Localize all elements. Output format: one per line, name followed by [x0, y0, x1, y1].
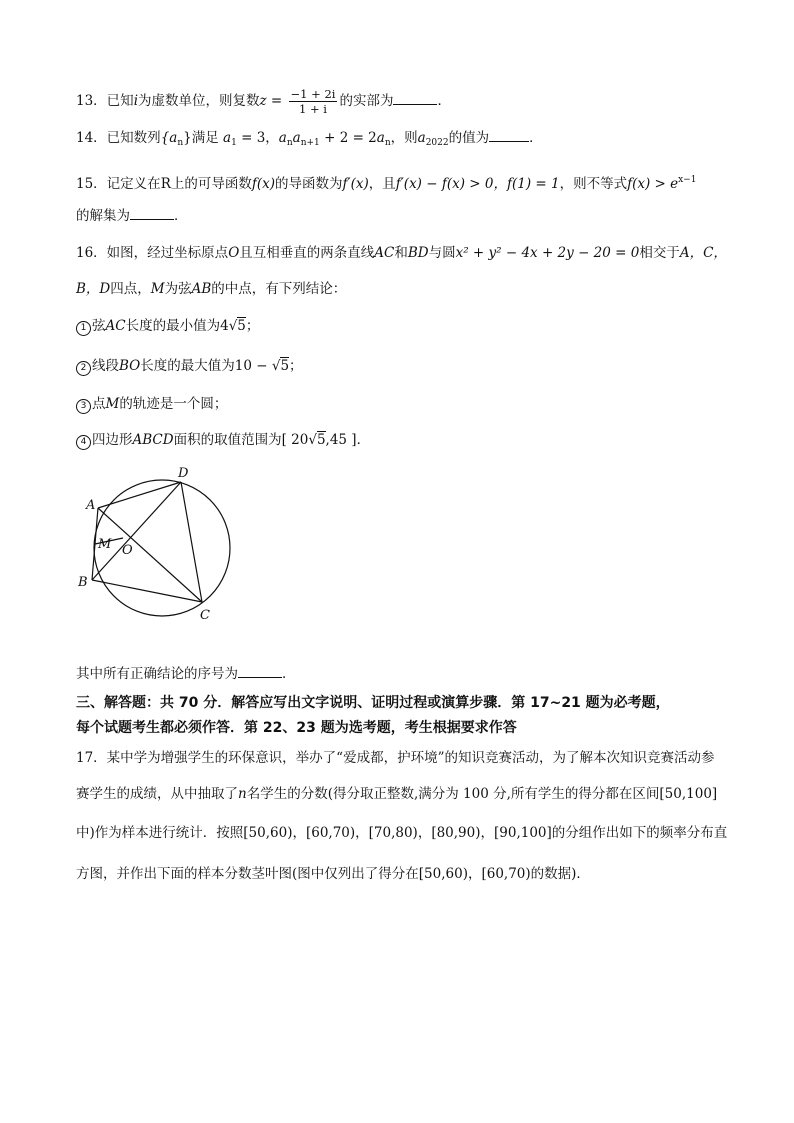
s4-lower: [ 20	[281, 432, 309, 448]
circle-figure	[70, 462, 250, 627]
q16-text5: 为弦	[164, 281, 192, 297]
circle	[94, 480, 230, 616]
section-3-heading-line2: 每个试题考生都必须作答．第 22、23 题为选考题，考生根据要求作答	[76, 720, 517, 736]
diagonal-BD	[92, 482, 181, 580]
imag-unit: i	[133, 93, 139, 109]
question-16-line2	[76, 279, 346, 299]
subscript: n	[177, 138, 184, 148]
var-a2022: a	[417, 130, 426, 146]
period: ．	[282, 666, 296, 682]
q14-text: 满足	[191, 130, 219, 146]
question-15-line1	[76, 170, 696, 194]
answer-blank	[130, 206, 174, 220]
target-inequality: f(x) > e	[627, 176, 679, 192]
s1-text: 弦	[92, 318, 106, 334]
answer-prompt	[76, 664, 296, 684]
func-fpx: f′(x)	[342, 176, 369, 192]
inequality: f′(x) − f(x) > 0，	[395, 176, 507, 192]
period: ．	[174, 208, 188, 224]
q15-text5: 的解集为	[76, 208, 130, 224]
answer-blank	[238, 664, 282, 678]
q17-text4: 的分组作出如下的频率分布直	[551, 825, 728, 841]
s3-M: M	[105, 396, 120, 412]
s2-radicand: 5	[280, 358, 290, 374]
q13-prefix: 13．已知	[76, 93, 134, 109]
a1-value: = 3，	[236, 130, 279, 146]
s2-text: 线段	[92, 358, 119, 374]
question-17-line2	[76, 784, 717, 804]
s2-text2: 长度的最大值为	[140, 358, 235, 374]
q16-text3: 相交于	[639, 245, 680, 261]
q14-text-post: ，则	[390, 130, 418, 146]
q15-text4: ，则不等式	[559, 176, 628, 192]
q15-text3: ，且	[368, 176, 396, 192]
s2-end: ；	[289, 358, 303, 374]
fraction-numerator: −1 + 2i	[290, 87, 336, 101]
q16-text4: 四点，	[110, 281, 151, 297]
point-O: O	[228, 245, 240, 261]
s4-ABCD: ABCD	[132, 432, 174, 448]
q16-prefix: 16．如图，经过坐标原点	[76, 245, 229, 261]
q14-text-post2: 的值为	[448, 130, 490, 146]
label-M: M	[98, 537, 112, 552]
s2-BO: BO	[119, 358, 141, 374]
label-B: B	[78, 575, 88, 590]
var-n: n	[238, 786, 247, 802]
s1-text2: 长度的最小值为	[125, 318, 221, 334]
circled-number-4: 4	[76, 435, 91, 450]
circled-number-2: 2	[76, 361, 91, 376]
q17-text2: 名学生的分数(得分取正整数,满分为 100 分,所有学生的得分都在区间	[246, 786, 660, 802]
subscript: n	[384, 138, 391, 148]
chord-AB: AB	[191, 281, 212, 297]
statement-2: 2 线段BO长度的最大值为10 − √5；	[76, 356, 303, 376]
question-16-line1	[76, 243, 727, 263]
recurrence-mid: + 2 = 2	[319, 130, 377, 146]
score-interval: [50,100]	[659, 786, 718, 802]
question-17-line1: 17．某中学为增强学生的环保意识，举办了“爱成都，护环境”的知识竞赛活动，为了解本次知识竞赛活动参	[76, 750, 715, 766]
s3-text: 点	[92, 396, 106, 412]
answer-blank	[489, 128, 529, 142]
subscript: n	[286, 138, 293, 148]
subscript: n+1	[300, 138, 320, 148]
label-O: O	[122, 543, 133, 558]
statement-4: 4 四边形ABCD面积的取值范围为[ 20√5,45 ]．	[76, 430, 370, 450]
question-13	[76, 87, 451, 116]
q15-text: 上的可导函数	[170, 176, 252, 192]
subscript: 2022	[425, 138, 449, 148]
answer-blank	[393, 91, 437, 105]
q17-text5: 方图，并作出下面的样本分数茎叶图(图中仅列出了得分在	[76, 866, 419, 882]
circled-number-1: 1	[76, 321, 91, 336]
subscript: 1	[231, 138, 237, 148]
q17-text6: 的数据)．	[530, 866, 590, 882]
circle-equation: x² + y² − 4x + 2y − 20 = 0	[455, 245, 640, 261]
equals-sign: =	[266, 93, 287, 109]
s1-radicand: 5	[237, 318, 246, 334]
point-M: M	[150, 281, 165, 297]
period: ．	[529, 130, 543, 146]
f1-condition: f(1) = 1	[506, 176, 560, 192]
question-17-line4	[76, 864, 590, 884]
statement-3	[76, 394, 227, 414]
q15-prefix: 15．记定义在	[76, 176, 161, 192]
statement-1: 1 弦AC长度的最小值为4√5；	[76, 316, 259, 336]
q13-text: 为虚数单位，则复数	[138, 93, 260, 109]
brace: }	[183, 130, 192, 146]
line-AC: AC	[374, 245, 395, 261]
func-fx: f(x)	[251, 176, 276, 192]
var-a1: a	[223, 130, 232, 146]
sequence-notation: {a	[160, 130, 178, 146]
q17-text3: 中)作为样本进行统计．按照	[76, 825, 244, 841]
listed-ranges: [50,60)，[60,70)	[418, 866, 531, 882]
question-15-line2	[76, 206, 188, 226]
s4-text2: 面积的取值范围为	[173, 432, 282, 448]
section-3-heading-line1: 三、解答题：共 70 分．解答应写出文字说明、证明过程或演算步骤．第 17~21 题为必考题，	[76, 695, 670, 711]
var-an1: a	[292, 130, 301, 146]
s4-end: ．	[356, 432, 371, 448]
circled-number-3: 3	[76, 399, 91, 414]
q15-text2: 的导函数为	[275, 176, 343, 192]
period: ．	[437, 93, 451, 109]
s1-coef: 4	[220, 318, 229, 334]
q16-text2: 与圆	[428, 245, 456, 261]
question-17-line3	[76, 823, 727, 843]
q16-text: 且互相垂直的两条直线	[239, 245, 375, 261]
q13-text-post: 的实部为	[339, 93, 394, 109]
s1-AC: AC	[105, 318, 126, 334]
question-14	[76, 128, 543, 153]
s1-end: ；	[245, 318, 260, 334]
s4-upper: ,45 ]	[325, 432, 357, 448]
s3-text2: 的轨迹是一个圆；	[119, 396, 228, 412]
s4-radicand: 5	[316, 432, 326, 448]
s4-text: 四边形	[92, 432, 133, 448]
answer-prompt-text: 其中所有正确结论的序号为	[76, 666, 238, 682]
var-z: z	[259, 93, 267, 109]
label-C: C	[200, 608, 210, 623]
s2-value: 10 −	[234, 358, 272, 374]
label-A: A	[86, 498, 96, 513]
q16-and: 和	[394, 245, 408, 261]
real-set: R	[160, 176, 171, 192]
points-AC: A，C，	[679, 245, 727, 261]
points-BD: B，D	[76, 281, 111, 297]
line-BD: BD	[407, 245, 429, 261]
q17-text: 赛学生的成绩，从中抽取了	[76, 786, 238, 802]
diagonal-AC	[98, 508, 202, 602]
segment-DC	[181, 482, 202, 602]
fraction-denominator: 1 + i	[299, 102, 327, 116]
segment-BC	[92, 580, 202, 602]
complex-fraction	[289, 87, 338, 116]
exponent: x−1	[678, 175, 697, 185]
var-an: a	[376, 130, 385, 146]
var-an: a	[278, 130, 287, 146]
q16-text6: 的中点，有下列结论：	[211, 281, 347, 297]
label-D: D	[178, 466, 189, 481]
q14-prefix: 14．已知数列	[76, 130, 161, 146]
score-groups: [50,60)，[60,70)，[70,80)，[80,90)，[90,100]	[243, 825, 552, 841]
